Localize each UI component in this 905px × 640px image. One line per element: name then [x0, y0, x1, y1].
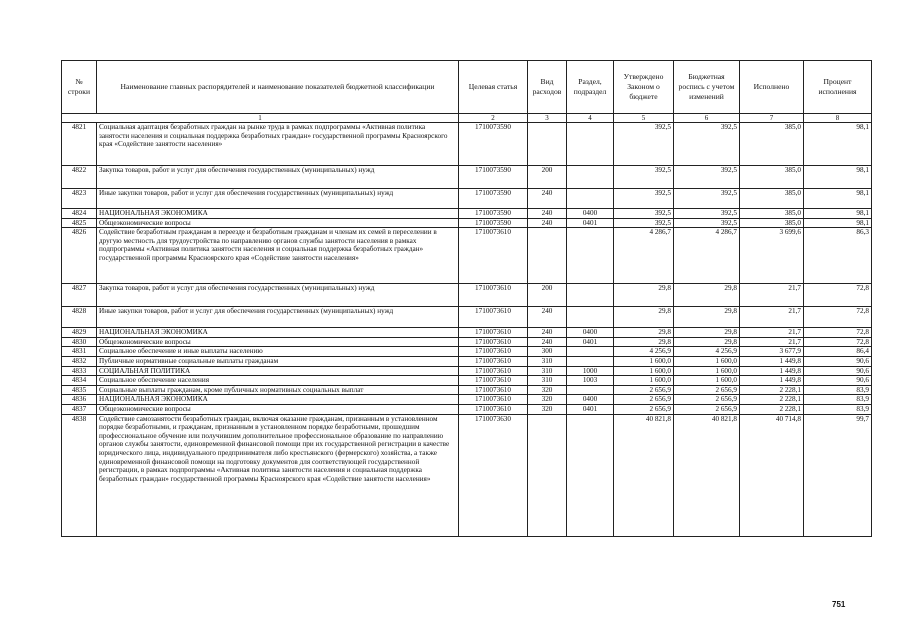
row-executed: 1 449,8 [740, 376, 804, 386]
row-approved: 4 286,7 [614, 228, 674, 284]
header-row-number: № строки [62, 61, 97, 114]
row-percent: 90,6 [804, 356, 872, 366]
row-name: Общеэкономические вопросы [97, 404, 459, 414]
row-number: 4828 [62, 307, 97, 328]
row-section [567, 123, 614, 166]
row-executed: 2 228,1 [740, 404, 804, 414]
row-target-article: 1710073590 [459, 209, 528, 219]
row-percent: 99,7 [804, 414, 872, 536]
header-expense-type: Вид расходов [528, 61, 567, 114]
row-number: 4836 [62, 395, 97, 405]
row-section [567, 284, 614, 307]
row-expense-type: 240 [528, 337, 567, 347]
table-row [62, 347, 872, 357]
row-expense-type: 320 [528, 385, 567, 395]
row-percent: 83,9 [804, 395, 872, 405]
row-name: Содействие самозанятости безработных граждан, включая оказание гражданам, признанным в установленном порядке безработными, и гражданам, признанным в установленном порядке безработными, прошедшим профессиональное обучение или получившим дополнительное профессиональное образование по направлению органов службы занятости, единовременной финансовой помощи при их государственной регистрации в качестве юридического лица, индивидуального предпринимателя либо крестьянского (фермерского) хозяйства, а также единовременной финансовой помощи на подготовку документов для соответствующей государственной регистрации, в рамках подпрограммы «Активная политика занятости населения и социальная поддержка безработных граждан» государственной программы Красноярского края «Содействие занятости населения» [97, 414, 459, 536]
row-approved: 392,5 [614, 189, 674, 209]
row-name: НАЦИОНАЛЬНАЯ ЭКОНОМИКА [97, 328, 459, 338]
row-approved: 4 256,9 [614, 347, 674, 357]
row-percent: 98,1 [804, 218, 872, 228]
table-row [62, 395, 872, 405]
row-schedule: 1 600,0 [674, 356, 740, 366]
row-target-article: 1710073610 [459, 328, 528, 338]
row-schedule: 392,5 [674, 209, 740, 219]
row-number: 4831 [62, 347, 97, 357]
budget-table [61, 60, 872, 537]
row-approved: 29,8 [614, 307, 674, 328]
row-number: 4829 [62, 328, 97, 338]
row-expense-type: 310 [528, 366, 567, 376]
row-name: Социальная адаптация безработных граждан на рынке труда в рамках подпрограммы «Активная политика занятости населения и социальная поддержка безработных граждан» государственной программы Красноярского края «Содействие занятости населения» [97, 123, 459, 166]
table-row [62, 337, 872, 347]
row-target-article: 1710073610 [459, 385, 528, 395]
row-schedule: 392,5 [674, 166, 740, 189]
row-target-article: 1710073610 [459, 366, 528, 376]
row-percent: 98,1 [804, 166, 872, 189]
row-target-article: 1710073610 [459, 376, 528, 386]
row-approved: 392,5 [614, 209, 674, 219]
row-number: 4826 [62, 228, 97, 284]
row-percent: 72,8 [804, 328, 872, 338]
row-target-article: 1710073610 [459, 347, 528, 357]
row-name: НАЦИОНАЛЬНАЯ ЭКОНОМИКА [97, 395, 459, 405]
column-number: 1 [62, 114, 459, 123]
header-approved: Утверждено Законом о бюджете [614, 61, 674, 114]
row-expense-type: 240 [528, 218, 567, 228]
row-number: 4834 [62, 376, 97, 386]
row-target-article: 1710073610 [459, 307, 528, 328]
row-percent: 98,1 [804, 123, 872, 166]
row-executed: 2 228,1 [740, 395, 804, 405]
row-target-article: 1710073590 [459, 189, 528, 209]
table-row [62, 209, 872, 219]
table-row [62, 123, 872, 166]
row-schedule: 2 656,9 [674, 385, 740, 395]
table-row [62, 284, 872, 307]
row-section [567, 414, 614, 536]
row-executed: 3 699,6 [740, 228, 804, 284]
row-schedule: 1 600,0 [674, 366, 740, 376]
row-approved: 1 600,0 [614, 366, 674, 376]
row-percent: 72,8 [804, 337, 872, 347]
row-executed: 385,0 [740, 166, 804, 189]
row-executed: 21,7 [740, 307, 804, 328]
row-executed: 2 228,1 [740, 385, 804, 395]
column-number: 5 [614, 114, 674, 123]
row-name: Иные закупки товаров, работ и услуг для обеспечения государственных (муниципальных) нужд [97, 307, 459, 328]
row-target-article: 1710073610 [459, 395, 528, 405]
table-row [62, 376, 872, 386]
row-expense-type [528, 123, 567, 166]
row-number: 4830 [62, 337, 97, 347]
row-expense-type: 320 [528, 395, 567, 405]
header-section: Раздел, подраздел [567, 61, 614, 114]
column-number: 7 [740, 114, 804, 123]
table-row [62, 307, 872, 328]
row-percent: 83,9 [804, 385, 872, 395]
row-target-article: 1710073610 [459, 404, 528, 414]
row-name: Содействие безработным гражданам в переезде и безработным гражданам и членам их семей в переселении в другую местность для трудоустройства по направлению органов службы занятости населения в рамках подпрограммы «Активная политика занятости населения и социальная поддержка безработных граждан» государственной программы Красноярского края «Содействие занятости населения» [97, 228, 459, 284]
row-number: 4824 [62, 209, 97, 219]
table-row [62, 414, 872, 536]
row-approved: 2 656,9 [614, 404, 674, 414]
row-section: 0400 [567, 209, 614, 219]
row-approved: 2 656,9 [614, 385, 674, 395]
row-name: Публичные нормативные социальные выплаты гражданам [97, 356, 459, 366]
column-number: 2 [459, 114, 528, 123]
row-percent: 98,1 [804, 209, 872, 219]
row-approved: 1 600,0 [614, 356, 674, 366]
row-target-article: 1710073590 [459, 166, 528, 189]
row-target-article: 1710073610 [459, 356, 528, 366]
row-expense-type: 200 [528, 166, 567, 189]
row-schedule: 392,5 [674, 189, 740, 209]
row-target-article: 1710073610 [459, 337, 528, 347]
row-expense-type: 200 [528, 284, 567, 307]
row-target-article: 1710073630 [459, 414, 528, 536]
row-name: Социальное обеспечение и иные выплаты населению [97, 347, 459, 357]
table-row [62, 385, 872, 395]
row-schedule: 4 256,9 [674, 347, 740, 357]
row-schedule: 1 600,0 [674, 376, 740, 386]
row-section [567, 189, 614, 209]
row-expense-type: 240 [528, 209, 567, 219]
row-approved: 392,5 [614, 166, 674, 189]
header-budget-schedule: Бюджетная роспись с учетом изменений [674, 61, 740, 114]
row-number: 4832 [62, 356, 97, 366]
table-row [62, 404, 872, 414]
row-expense-type: 320 [528, 404, 567, 414]
row-name: Иные закупки товаров, работ и услуг для обеспечения государственных (муниципальных) нужд [97, 189, 459, 209]
row-percent: 72,8 [804, 307, 872, 328]
column-number: 3 [528, 114, 567, 123]
row-executed: 40 714,8 [740, 414, 804, 536]
row-percent: 72,8 [804, 284, 872, 307]
row-target-article: 1710073610 [459, 228, 528, 284]
row-approved: 392,5 [614, 218, 674, 228]
row-executed: 21,7 [740, 284, 804, 307]
row-schedule: 2 656,9 [674, 404, 740, 414]
row-expense-type: 300 [528, 347, 567, 357]
header-executed: Исполнено [740, 61, 804, 114]
row-schedule: 2 656,9 [674, 395, 740, 405]
row-number: 4833 [62, 366, 97, 376]
row-section: 1000 [567, 366, 614, 376]
row-number: 4837 [62, 404, 97, 414]
row-schedule: 29,8 [674, 307, 740, 328]
row-expense-type: 240 [528, 307, 567, 328]
row-name: Закупка товаров, работ и услуг для обеспечения государственных (муниципальных) нужд [97, 166, 459, 189]
row-executed: 385,0 [740, 189, 804, 209]
row-percent: 86,4 [804, 347, 872, 357]
row-executed: 385,0 [740, 123, 804, 166]
row-name: НАЦИОНАЛЬНАЯ ЭКОНОМИКА [97, 209, 459, 219]
row-executed: 385,0 [740, 209, 804, 219]
row-expense-type: 310 [528, 356, 567, 366]
row-number: 4823 [62, 189, 97, 209]
row-schedule: 392,5 [674, 218, 740, 228]
row-number: 4822 [62, 166, 97, 189]
row-number: 4835 [62, 385, 97, 395]
row-schedule: 29,8 [674, 337, 740, 347]
header-target-article: Целевая статья [459, 61, 528, 114]
row-section: 0401 [567, 337, 614, 347]
row-schedule: 392,5 [674, 123, 740, 166]
row-schedule: 29,8 [674, 328, 740, 338]
column-number: 4 [567, 114, 614, 123]
row-number: 4827 [62, 284, 97, 307]
row-approved: 29,8 [614, 284, 674, 307]
row-target-article: 1710073610 [459, 284, 528, 307]
header-row [62, 61, 872, 114]
row-expense-type: 310 [528, 376, 567, 386]
row-section [567, 228, 614, 284]
row-section [567, 166, 614, 189]
row-approved: 29,8 [614, 328, 674, 338]
row-section [567, 356, 614, 366]
row-percent: 83,9 [804, 404, 872, 414]
row-percent: 98,1 [804, 189, 872, 209]
row-percent: 86,3 [804, 228, 872, 284]
row-name: Общеэкономические вопросы [97, 218, 459, 228]
row-section: 0400 [567, 395, 614, 405]
row-section [567, 307, 614, 328]
row-executed: 3 677,9 [740, 347, 804, 357]
row-approved: 392,5 [614, 123, 674, 166]
row-executed: 21,7 [740, 337, 804, 347]
table-row [62, 366, 872, 376]
page-number: 751 [832, 600, 846, 609]
header-name: Наименование главных распорядителей и наименование показателей бюджетной классификации [97, 61, 459, 114]
row-expense-type: 240 [528, 189, 567, 209]
row-percent: 90,6 [804, 366, 872, 376]
row-executed: 1 449,8 [740, 366, 804, 376]
row-name: Общеэкономические вопросы [97, 337, 459, 347]
row-section: 1003 [567, 376, 614, 386]
row-number: 4825 [62, 218, 97, 228]
row-name: Социальное обеспечение населения [97, 376, 459, 386]
table-row [62, 189, 872, 209]
row-approved: 40 821,8 [614, 414, 674, 536]
row-schedule: 40 821,8 [674, 414, 740, 536]
row-executed: 21,7 [740, 328, 804, 338]
row-expense-type [528, 414, 567, 536]
row-approved: 1 600,0 [614, 376, 674, 386]
row-target-article: 1710073590 [459, 123, 528, 166]
table-row [62, 328, 872, 338]
row-section: 0401 [567, 404, 614, 414]
row-name: Закупка товаров, работ и услуг для обеспечения государственных (муниципальных) нужд [97, 284, 459, 307]
row-target-article: 1710073590 [459, 218, 528, 228]
row-executed: 1 449,8 [740, 356, 804, 366]
table-row [62, 218, 872, 228]
row-expense-type: 240 [528, 328, 567, 338]
row-section [567, 385, 614, 395]
table-row [62, 356, 872, 366]
table-row [62, 228, 872, 284]
row-schedule: 29,8 [674, 284, 740, 307]
row-percent: 90,6 [804, 376, 872, 386]
row-section: 0400 [567, 328, 614, 338]
row-approved: 2 656,9 [614, 395, 674, 405]
header-percent: Процент исполнения [804, 61, 872, 114]
row-section [567, 347, 614, 357]
row-executed: 385,0 [740, 218, 804, 228]
row-name: Социальные выплаты гражданам, кроме публичных нормативных социальных выплат [97, 385, 459, 395]
table-row [62, 166, 872, 189]
column-number-row [62, 114, 872, 123]
row-section: 0401 [567, 218, 614, 228]
row-number: 4838 [62, 414, 97, 536]
row-expense-type [528, 228, 567, 284]
column-number: 6 [674, 114, 740, 123]
row-approved: 29,8 [614, 337, 674, 347]
column-number: 8 [804, 114, 872, 123]
row-number: 4821 [62, 123, 97, 166]
row-name: СОЦИАЛЬНАЯ ПОЛИТИКА [97, 366, 459, 376]
row-schedule: 4 286,7 [674, 228, 740, 284]
